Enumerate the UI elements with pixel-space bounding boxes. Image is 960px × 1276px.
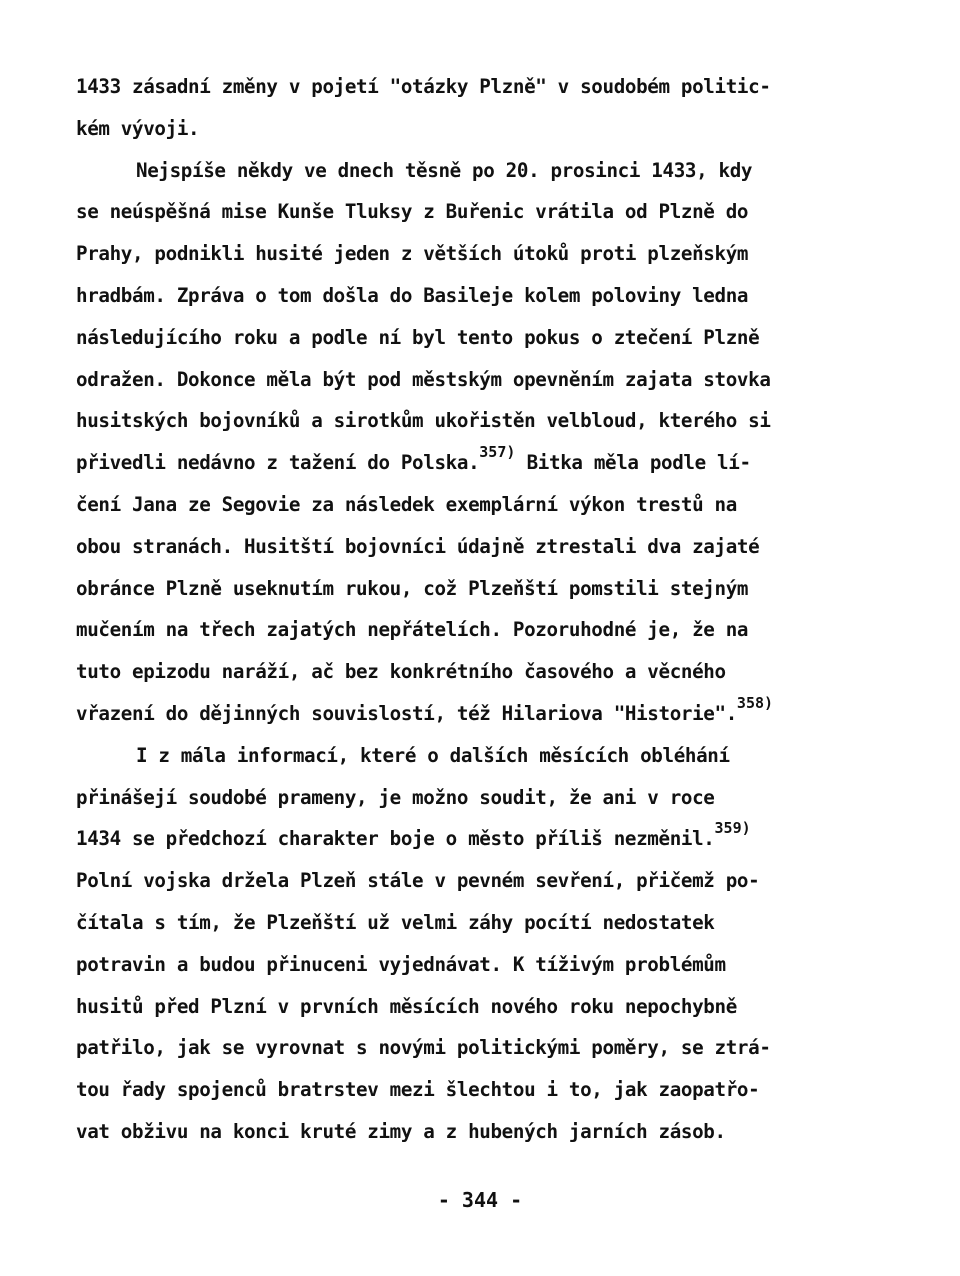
text-line: vat obživu na konci kruté zimy a z hubených jarních zásob. (76, 1119, 726, 1143)
footnote-marker: 358) (736, 693, 774, 712)
text-line: se neúspěšná mise Kunše Tluksy z Buřenic vrátila od Plzně do (76, 200, 749, 224)
text-line: odražen. Dokonce měla být pod městským opevněním zajata stovka (76, 367, 771, 391)
text-line: přinášejí soudobé prameny, je možno soudit, že ani v roce (76, 785, 715, 809)
text-line: husitských bojovníků a sirotkům ukořistěn velbloud, kterého si (76, 409, 771, 433)
text-line: 1433 zásadní změny v pojetí "otázky Plzně" v soudobém politic- (76, 75, 771, 98)
line-text-after: Bitka měla podle lí- (515, 451, 751, 475)
text-line: čítala s tím, že Plzeňští už velmi záhy pocítí nedostatek (76, 910, 715, 934)
text-line: patřilo, jak se vyrovnat s novými politickými poměry, se ztrá- (76, 1036, 771, 1060)
text-line-with-footnote (76, 818, 876, 860)
text-line: Polní vojska držela Plzeň stále v pevném sevření, přičemž po- (76, 869, 760, 893)
text-line-with-footnote (76, 693, 876, 735)
text-line: čení Jana ze Segovie za následek exemplární výkon trestů na (76, 492, 737, 516)
paragraph-start-line: I z mála informací, které o dalších měsících obléhání (136, 743, 730, 767)
paragraph-start-line: Nejspíše někdy ve dnech těsně po 20. prosinci 1433, kdy (136, 158, 753, 182)
text-line-with-footnote (76, 442, 876, 484)
text-line: obránce Plzně useknutím rukou, což Plzeňští pomstili stejným (76, 576, 749, 600)
text-line: následujícího roku a podle ní byl tento pokus o ztečení Plzně (76, 325, 760, 349)
text-line: husitů před Plzní v prvních měsících nového roku nepochybně (76, 994, 737, 1018)
text-line: tou řady spojenců bratrstev mezi šlechtou i to, jak zaopatřo- (76, 1078, 760, 1102)
line-text: vřazení do dějinných souvislostí, též Hilariova "Historie". (76, 701, 737, 725)
body-text (76, 66, 876, 1153)
footnote-marker: 357) (479, 443, 516, 462)
text-line: Prahy, podnikli husité jeden z větších útoků proti plzeňským (76, 242, 749, 266)
page-number: - 344 - (437, 1188, 523, 1212)
text-line: kém vývoji. (76, 116, 200, 140)
text-line: potravin a budou přinuceni vyjednávat. K tíživým problémům (76, 952, 726, 976)
footnote-marker: 359) (714, 819, 751, 838)
line-text: 1434 se předchozí charakter boje o město příliš nezměnil. (76, 827, 715, 851)
text-line: hradbám. Zpráva o tom došla do Basileje kolem poloviny ledna (76, 283, 749, 307)
text-line: tuto epizodu naráží, ač bez konkrétního časového a věcného (76, 660, 726, 684)
text-line: obou stranách. Husitští bojovníci údajně ztrestali dva zajaté (76, 534, 760, 558)
line-text: přivedli nedávno z tažení do Polska. (76, 451, 480, 475)
text-line: mučením na třech zajatých nepřátelích. Pozoruhodné je, že na (76, 618, 749, 642)
